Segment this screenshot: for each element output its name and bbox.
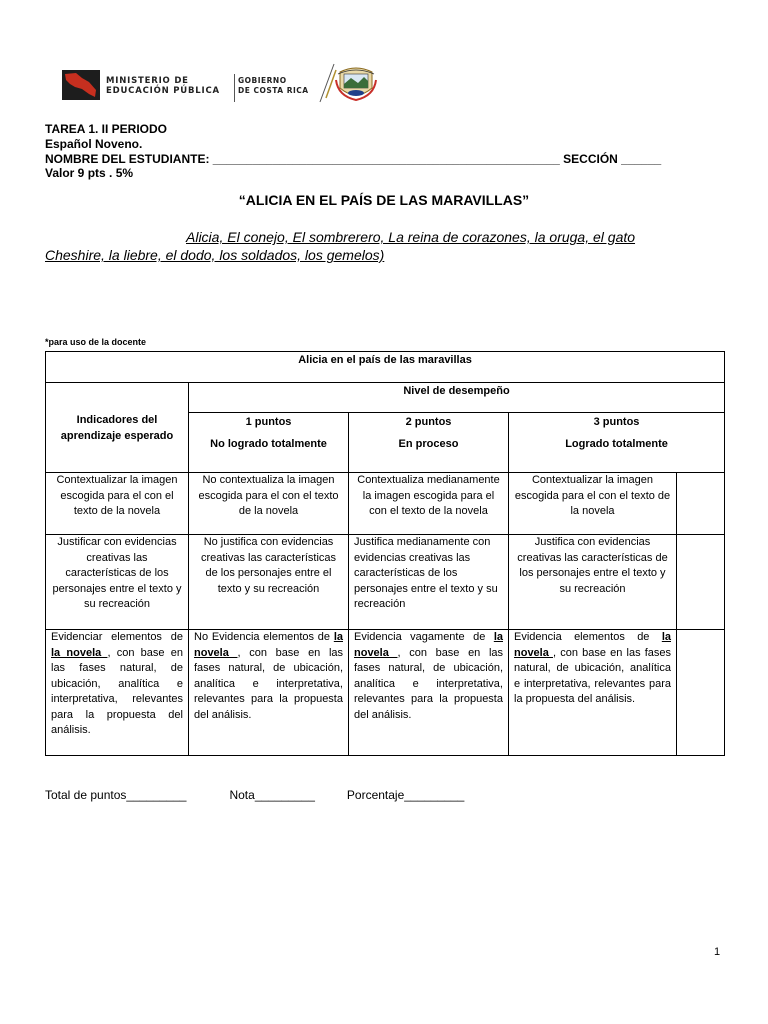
totals-line	[45, 788, 464, 802]
level-2-points: 2 puntos	[349, 413, 509, 431]
page-number: 1	[714, 946, 721, 958]
student-name-field: NOMBRE DEL ESTUDIANTE: ____________________________________________________ SECCIÓN ______	[45, 152, 662, 166]
grade-field: Nota_________	[229, 788, 315, 802]
table-row	[46, 535, 725, 630]
level-2-cell: Contextualiza medianamente la imagen escogida para el con el texto de la novela	[349, 473, 509, 535]
rubric-table	[45, 351, 725, 756]
logo-divider	[234, 74, 235, 102]
total-points-field: Total de puntos_________	[45, 788, 187, 802]
indicator-header: Indicadores del aprendizaje esperado	[46, 383, 189, 473]
indicator-cell: Contextualizar la imagen escogida para el con el texto de la novela	[46, 473, 189, 535]
level-1-cell: No justifica con evidencias creativas las características de los personajes entre el texto y su recreación	[189, 535, 349, 630]
task-label: TAREA 1. II PERIODO	[45, 122, 168, 136]
level-2-cell: Evidencia vagamente de la novela , con base en las fases natural, de ubicación, analítica e interpretativa, relevantes para la propuesta del análisis.	[349, 630, 509, 756]
indicator-cell: Evidenciar elementos de la novela , con base en las fases natural, de ubicación, analítica e interpretativa, relevantes para la propuesta del análisis.	[46, 630, 189, 756]
indicator-cell: Justificar con evidencias creativas las características de los personajes entre el texto y su recreación	[46, 535, 189, 630]
characters-line-1: Alicia, El conejo, El sombrerero, La reina de corazones, la oruga, el gato	[186, 229, 636, 245]
score-cell[interactable]	[677, 630, 725, 756]
level-3-cell: Justifica con evidencias creativas las características de los personajes entre el texto y su recreación	[509, 535, 677, 630]
level-3-label: Logrado totalmente	[509, 431, 725, 473]
ministry-name: MINISTERIO DE EDUCACIÓN PÚBLICA	[106, 76, 220, 96]
percentage-field: Porcentaje_________	[346, 788, 465, 802]
table-caption-row	[46, 352, 725, 383]
level-2-label: En proceso	[349, 431, 509, 473]
coat-of-arms-icon	[318, 62, 380, 106]
level-3-cell: Contextualizar la imagen escogida para el con el texto de la novela	[509, 473, 677, 535]
government-name: GOBIERNO DE COSTA RICA	[238, 76, 309, 95]
value-label: Valor 9 pts . 5%	[45, 166, 134, 180]
score-cell[interactable]	[677, 473, 725, 535]
table-row	[46, 630, 725, 756]
table-header-row	[46, 383, 725, 413]
level-1-cell: No contextualiza la imagen escogida para el con el texto de la novela	[189, 473, 349, 535]
table-row	[46, 473, 725, 535]
rubric-caption: Alicia en el país de las maravillas	[46, 352, 725, 383]
subject-label: Español Noveno.	[45, 137, 143, 151]
costa-rica-map-icon	[62, 70, 100, 100]
level-1-points: 1 puntos	[189, 413, 349, 431]
characters-line-2: Cheshire, la liebre, el dodo, los soldados, los gemelos)	[45, 247, 385, 263]
level-header: Nivel de desempeño	[189, 383, 725, 413]
level-3-cell: Evidencia elementos de la novela , con base en las fases natural, de ubicación, analítica e interpretativa, relevantes para la propuesta del análisis.	[509, 630, 677, 756]
level-2-cell: Justifica medianamente con evidencias creativas las características de los personajes entre el texto y su recreación	[349, 535, 509, 630]
level-1-label: No logrado totalmente	[189, 431, 349, 473]
score-cell[interactable]	[677, 535, 725, 630]
level-3-points: 3 puntos	[509, 413, 725, 431]
level-1-cell: No Evidencia elementos de la novela , con base en las fases natural, de ubicación, analítica e interpretativa, relevantes para la propuesta del análisis.	[189, 630, 349, 756]
header-logos	[62, 62, 382, 106]
teacher-use-note: *para uso de la docente	[45, 337, 147, 347]
page-title: “ALICIA EN EL PAÍS DE LAS MARAVILLAS”	[238, 192, 530, 208]
